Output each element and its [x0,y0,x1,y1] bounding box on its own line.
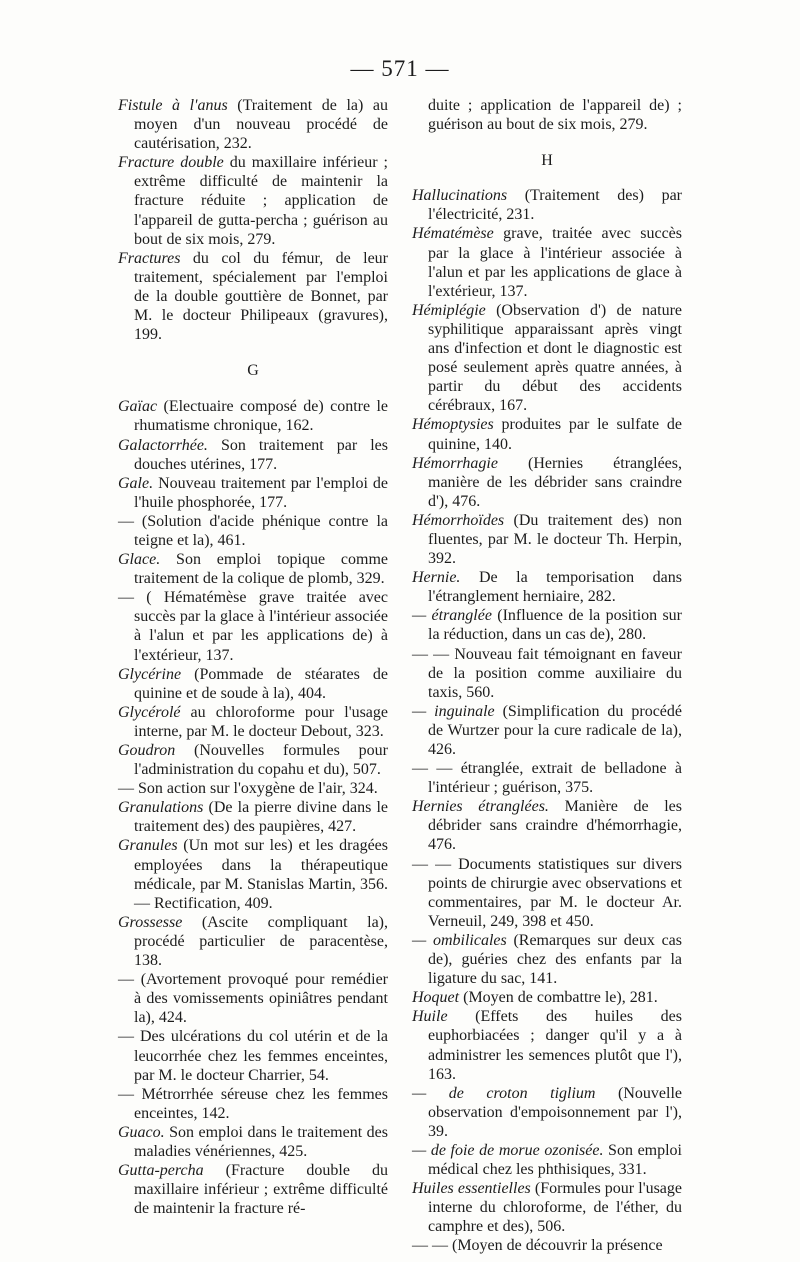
index-term: Granules [118,837,178,855]
index-entry-text: — — Nouveau fait témoignant en faveur de la position comme auxiliaire du taxis, 560. [412,645,682,701]
index-term: Galactorrhée. [118,436,208,454]
index-entry [118,588,388,664]
index-entry [118,970,388,1027]
index-entry-text: — Son action sur l'oxygène de l'air, 324. [118,780,378,798]
index-term: — de foie de morue ozonisée. [412,1141,604,1159]
index-term: Gutta-percha [118,1162,204,1180]
index-entry-text: (Traitement des) par l'électricité, 231. [428,187,682,224]
page-number: — 571 — [350,56,450,81]
index-entry-text: (Traitement de la) au moyen d'un nouveau procédé de cautérisation, 232. [134,97,389,153]
index-entry-text: (Du traitement des) non fluentes, par M. le docteur Th. Herpin, 392. [428,511,682,568]
index-term: Hémiplégie [412,301,486,319]
index-entry [118,1085,388,1123]
index-entry [412,797,682,854]
index-entry-text: — (Solution d'acide phénique contre la teigne et la), 461. [118,512,388,549]
index-term: Hémoptysies [412,416,494,434]
index-entries-g [118,397,388,1218]
index-entry [412,186,682,224]
index-term: — inguinale [412,702,495,720]
index-entry-text: du col du fémur, de leur traitement, spécialement par l'emploi de la double gouttière de Bonnet, par M. le docteur Philipeaux (gravures), 199. [134,249,388,344]
index-entry [412,511,682,568]
index-entry [412,988,682,1007]
index-term: Hernie. [412,569,461,587]
index-term: Fracture double [118,154,224,172]
index-entry [118,703,388,741]
index-entry [118,474,388,512]
right-column [412,96,682,1256]
index-entry [118,913,388,970]
index-entry-text: — Métrorrhée séreuse chez les femmes enceintes, 142. [118,1085,388,1122]
index-term: Huile [412,1008,448,1026]
index-entry-text: (De la pierre divine dans le traitement des) des paupières, 427. [134,799,388,836]
index-entry [118,836,388,912]
index-entry [412,415,682,453]
index-entry-text: (Effets des huiles des euphorbiacées ; danger qu'il y a à administrer les semences plutôt que l'), 163. [428,1008,682,1083]
index-term: Hoquet [412,989,460,1007]
index-entry-text: (Remarques sur deux cas de), guéries chez des enfants par la ligature du sac, 141. [428,931,682,988]
index-entry-text: — — étranglée, extrait de belladone à l'intérieur ; guérison, 375. [412,760,682,797]
index-term: Hallucinations [412,187,508,205]
index-entry-text: Son traitement par les douches utérines, 177. [134,436,388,473]
index-term: Gaïac [118,398,158,416]
index-entry [118,1161,388,1218]
index-entry [412,454,682,511]
index-entry [412,702,682,759]
index-entry-text: Nouveau traitement par l'emploi de l'huile phosphorée, 177. [134,474,388,511]
index-term: Goudron [118,742,176,759]
index-term: — ombilicales [412,931,507,949]
index-entry [412,931,682,988]
index-entry-text: (Un mot sur les) et les dragées employées dans la thérapeutique médicale, par M. Stanislas Martin, 356. — Rectification, 409. [134,837,388,912]
index-entry-text: (Nouvelle observation d'empoisonnement par l'), 39. [428,1084,683,1140]
index-entry [412,855,682,931]
index-term: Hématémèse [412,225,494,243]
index-term: — étranglée [412,607,492,625]
index-entry-text: — Des ulcérations du col utérin et de la leucorrhée chez les femmes enceintes, par M. le docteur Charrier, 54. [118,1028,388,1084]
index-entry [412,606,682,644]
index-entry-text: (Nouvelles formules pour l'administration du copahu et du), 507. [134,742,388,779]
index-entry [412,759,682,797]
index-term: Guaco. [118,1123,165,1141]
index-entry-text: Son emploi médical chez les phthisiques, 331. [428,1141,683,1179]
index-entry [412,224,682,300]
index-entry-text: du maxillaire inférieur ; extrême difficulté de maintenir la fracture réduite ; application de l'appareil de gutta-percha ; guérison au bout de six mois, 279. [134,154,389,248]
index-entry-text: Manière de les débrider sans craindre d'hémorrhagie, 476. [428,798,682,854]
index-term: Huiles essentielles [412,1180,531,1198]
index-entry-text: grave, traitée avec succès par la glace à l'intérieur associée à l'alun et par les applications de glace à l'extérieur, 137. [428,225,682,300]
index-entry [412,301,682,416]
index-entry [118,96,388,153]
index-term: Granulations [118,799,204,817]
index-entry-text: (Formules pour l'usage interne du chloroforme, de l'éther, du camphre et des), 506. [428,1180,682,1236]
index-entry-text: Son emploi topique comme traitement de la colique de plomb, 329. [134,551,388,588]
index-entry-text: — ( Hématémèse grave traitée avec succès par la glace à l'intérieur associée à l'alun et par les applications de) à l'extérieur, 137. [118,589,388,664]
index-entry [118,436,388,474]
index-term: Glace. [118,551,161,569]
section-letter-g: G [247,362,259,380]
index-entry-text: (Electuaire composé de) contre le rhumatisme chronique, 162. [134,398,388,435]
index-entry-text: De la temporisation dans l'étranglement herniaire, 282. [428,569,682,606]
index-entry [412,1084,682,1141]
index-entry-text: (Fracture double du maxillaire inférieur ; extrême difficulté de maintenir la fracture ré- [134,1162,388,1218]
index-entry [118,153,388,248]
index-entry-text: (Ascite compliquant la), procédé particulier de paracentèse, 138. [134,913,388,970]
index-term: Glycérolé [118,703,181,721]
index-entry [412,1007,682,1083]
index-entry-text: (Hernies étranglées, manière de les débrider sans craindre d'), 476. [428,454,682,510]
index-entry [118,798,388,836]
index-entry-text: (Observation d') de nature syphilitique apparaissant après vingt ans d'infection et dont le diagnostic est posé seulement après quatre années, à partir du début des accidents cérébraux, 167. [428,301,682,415]
index-term: Grossesse [118,913,183,931]
index-entry [118,512,388,550]
index-entry [118,779,388,798]
index-entry [118,550,388,588]
index-entry-text: — — (Moyen de découvrir la présence [412,1237,663,1255]
index-entry [412,568,682,606]
index-term: Hémorrhagie [412,454,498,472]
index-term: Gale. [118,474,154,492]
index-entry-text: (Influence de la position sur la réduction, dans un cas de), 280. [428,607,683,644]
index-entry [412,1141,682,1179]
index-term: — de croton tiglium [412,1084,596,1102]
index-entry [412,645,682,702]
index-entry [118,1027,388,1084]
index-entries-h [412,186,682,1255]
index-entry [412,1236,682,1255]
index-entries-f [118,96,388,344]
index-entry [118,397,388,435]
left-column [118,96,388,1218]
index-entry-text: — — Documents statistiques sur divers points de chirurgie avec observations et commentaires, par M. le docteur Ar. Verneuil, 249, 398 et 450. [412,855,682,930]
index-entry-text: au chloroforme pour l'usage interne, par M. le docteur Debout, 323. [134,703,388,740]
index-entry-text: produites par le sulfate de quinine, 140. [428,416,682,453]
continuation-text: duite ; application de l'appareil de) ; guérison au bout de six mois, 279. [428,97,682,134]
index-entry-text: (Moyen de combattre le), 281. [459,989,658,1007]
index-entry-text: (Simplification du procédé de Wurtzer pour la cure radicale de la), 426. [428,702,682,758]
index-term: Fractures [118,249,181,267]
index-entry-text: — (Avortement provoqué pour remédier à des vomissements opiniâtres pendant la), 424. [118,971,388,1027]
index-entry [118,665,388,703]
index-entry-text: (Pommade de stéarates de quinine et de soude à la), 404. [134,665,388,702]
index-entry [118,741,388,779]
index-term: Hernies étranglées. [412,798,549,816]
index-term: Glycérine [118,665,182,683]
index-entry [118,1123,388,1161]
index-term: Hémorrhoïdes [412,511,505,529]
index-entry [118,249,388,344]
index-entry-text: Son emploi dans le traitement des maladies vénériennes, 425. [134,1123,388,1160]
index-term: Fistule à l'anus [118,97,228,114]
index-entry [412,1179,682,1236]
section-letter-h: H [541,152,553,170]
